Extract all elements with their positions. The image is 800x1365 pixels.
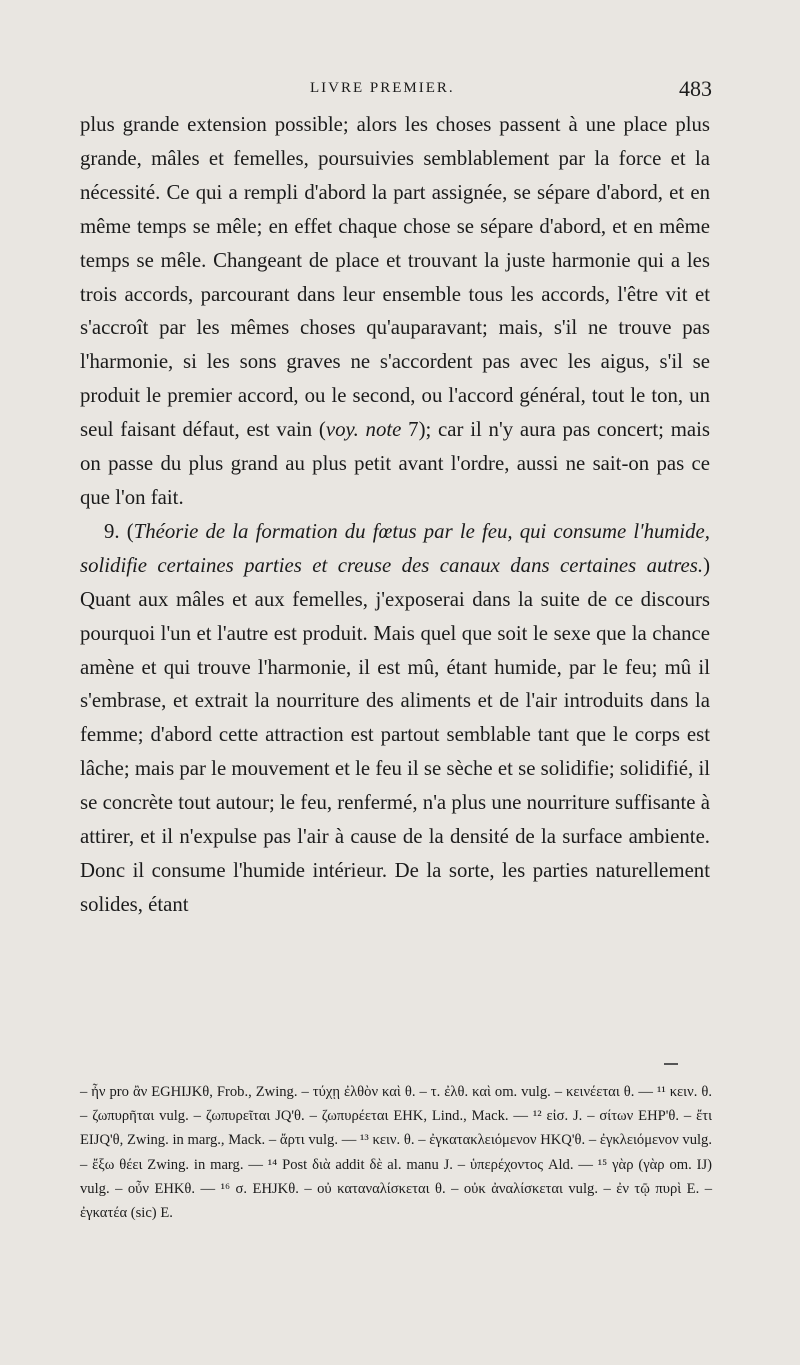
paragraph-2: [80, 515, 710, 922]
paragraph-2-text: ) Quant aux mâles et aux femelles, j'exposerai dans la suite de ce discours pourquoi l'un et l'autre est produit. Mais quel que soit le sexe que la chance amène et qui trouve l'harmonie, il est mû, étant humide, par le feu; mû il s'embrase, et extrait la nourriture des aliments et de l'air introduits dans la femme; d'abord cette attraction est partout semblable tant que le corps est lâche; mais par le mouvement et le feu il se sèche et se solidifie; solidifié, il se concrète tout autour; le feu, renfermé, n'a plus une nourriture suffisante à attirer, et il n'expulse pas l'air à cause de la densité de la surface ambiente. Donc il consume l'humide intérieur. De la sorte, les parties naturellement solides, étant: [80, 553, 710, 916]
note-reference: voy. note: [325, 418, 402, 442]
footnote-rule: [664, 1063, 678, 1065]
paragraph-1-text: plus grande extension possible; alors les choses passent à une place plus grande, mâles et femelles, poursuivies semblablement par la force et la nécessité. Ce qui a rempli d'abord la part assignée, se sépare d'abord, et en même temps se mêle; en effet chaque chose se sépare d'abord, et en même temps se mêle. Changeant de place et trouvant la juste harmonie qui a les trois accords, parcourant dans leur ensemble tous les accords, l'être vit et s'accroît par les mêmes choses qu'auparavant; mais, s'il ne trouve pas l'harmonie, si les sons graves ne s'accordent pas avec les aigus, s'il se produit le premier accord, ou le second, ou l'accord général, tout le ton, un seul faisant défaut, est vain (: [80, 113, 710, 442]
paragraph-1: [80, 108, 710, 515]
section-heading: Théorie de la formation du fœtus par le feu, qui consume l'humide, solidifie certaines parties et creuse des canaux dans certaines autres.: [80, 519, 710, 577]
running-title: LIVRE PREMIER.: [310, 80, 455, 96]
running-head: [80, 76, 712, 104]
footnotes: – ἦν pro ἂν EGHIJKθ, Frob., Zwing. – τύχῃ ἐλθὸν καὶ θ. – τ. ἐλθ. καὶ om. vulg. – κεινέεται θ. — ¹¹ κειν. θ. – ζωπυρῆται vulg. – ζωπυρεῖται JQ'θ. – ζωπυρέεται EHK, Lind., Mack. — ¹² εἰσ. J. – σίτων EHP'θ. – ἔτι EIJQ'θ, Zwing. in marg., Mack. – ἄρτι vulg. — ¹³ κειν. θ. – ἐγκατακλειόμενον HKQ'θ. – ἐγκλειόμενον vulg. – ἔξω θέει Zwing. in marg. — ¹⁴ Post διὰ addit δὲ al. manu J. – ὑπερέχοντος Ald. — ¹⁵ γὰρ (γὰρ om. IJ) vulg. – οὖν EHKθ. — ¹⁶ σ. EHJKθ. – οὐ καταναλίσκεται θ. – οὐκ ἀναλίσκεται vulg. – ἐν τῷ πυρὶ E. – ἐγκατέα (sic) E.: [80, 1084, 712, 1222]
section-number: 9. (: [104, 519, 134, 543]
page-number: 483: [679, 76, 712, 101]
body-text: [80, 108, 710, 922]
paragraph-1-end: ); car il n'y aura pas concert; mais on passe du plus grand au plus petit avant l'ordre, aussi ne sait-on pas ce que l'on fait.: [80, 418, 710, 509]
note-reference-number: 7: [401, 418, 419, 442]
